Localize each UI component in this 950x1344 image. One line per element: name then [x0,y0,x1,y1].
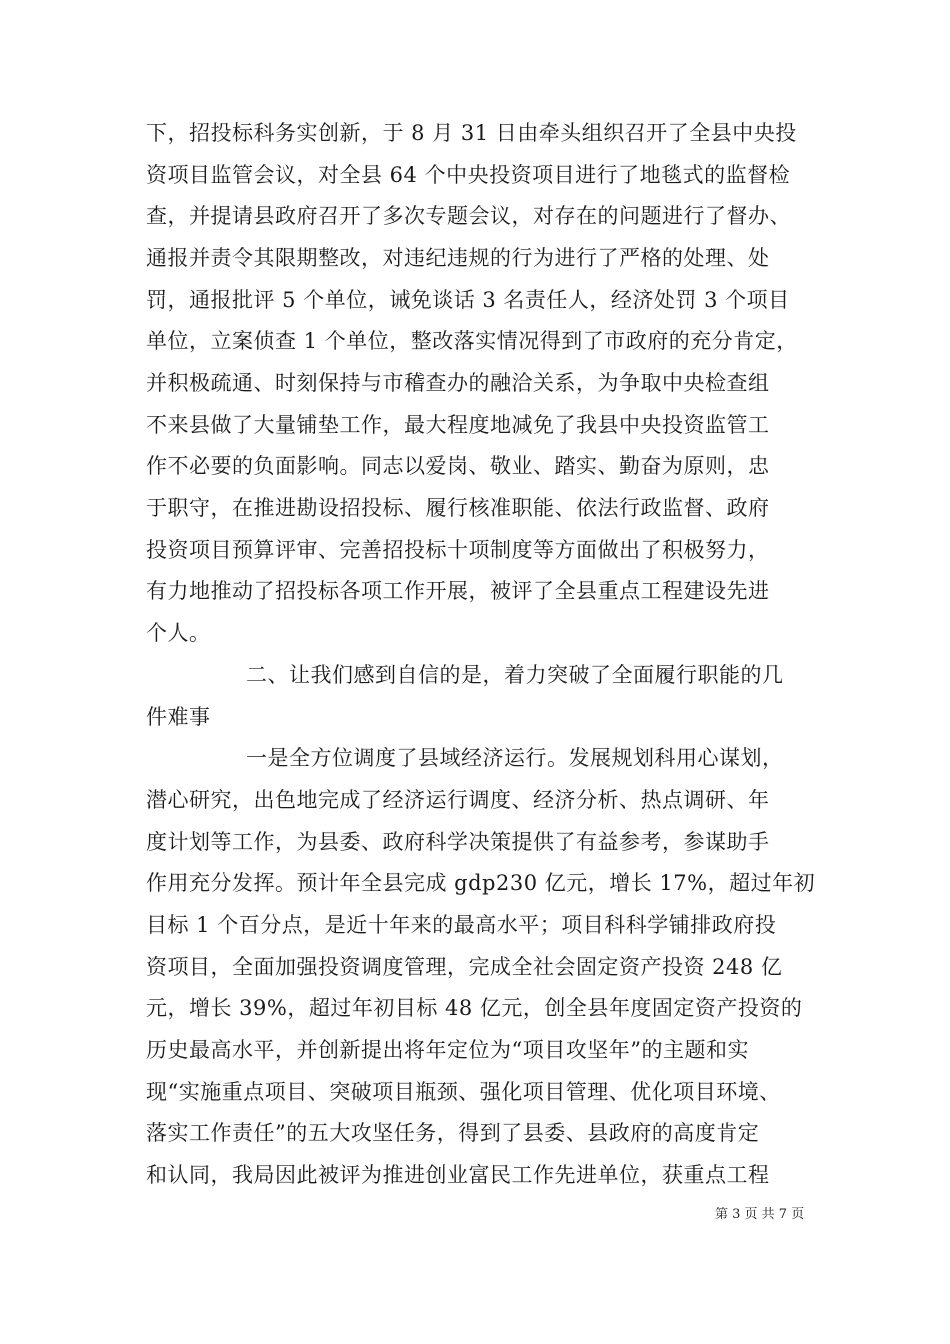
body-line: 于职守，在推进勘设招投标、履行核准职能、依法行政监督、政府 [146,496,770,520]
body-line: 下，招投标科务实创新，于 8 月 31 日由牵头组织召开了全县中央投 [146,121,797,145]
body-line: 资项目，全面加强投资调度管理，完成全社会固定资产投资 248 亿 [146,955,783,979]
body-line: 和认同，我局因此被评为推进创业富民工作先进单位，获重点工程 [146,1163,770,1187]
body-line: 落实工作责任”的五大攻坚任务，得到了县委、县政府的高度肯定 [146,1121,760,1145]
body-line: 一是全方位调度了县域经济运行。发展规划科用心谋划， [246,746,784,770]
body-line: 度计划等工作，为县委、政府科学决策提供了有益参考，参谋助手 [146,830,770,854]
body-line: 历史最高水平，并创新提出将年定位为“项目攻坚年”的主题和实 [146,1038,749,1062]
body-line: 潜心研究，出色地完成了经济运行调度、经济分析、热点调研、年 [146,788,770,812]
section-heading-line: 件难事 [146,705,211,729]
body-line: 罚，通报批评 5 个单位，诫免谈话 3 名责任人，经济处罚 3 个项目 [146,288,790,312]
page-number-footer: 第 3 页 共 7 页 [715,1207,805,1222]
body-line: 单位，立案侦查 1 个单位，整改落实情况得到了市政府的充分肯定， [146,329,798,353]
body-line: 元，增长 39%，超过年初目标 48 亿元，创全县年度固定资产投资的 [146,996,803,1020]
body-line: 通报并责令其限期整改，对违纪违规的行为进行了严格的处理、处 [146,246,770,270]
body-line: 资项目监管会议，对全县 64 个中央投资项目进行了地毯式的监督检 [146,163,791,187]
body-line: 不来县做了大量铺垫工作，最大程度地减免了我县中央投资监管工 [146,413,770,437]
body-line: 目标 1 个百分点，是近十年来的最高水平；项目科科学铺排政府投 [146,913,777,937]
body-line: 作不必要的负面影响。同志以爱岗、敬业、踏实、勤奋为原则，忠 [146,454,770,478]
body-line: 现“实施重点项目、突破项目瓶颈、强化项目管理、优化项目环境、 [146,1080,781,1104]
body-line: 个人。 [146,621,211,645]
body-line: 投资项目预算评审、完善招投标十项制度等方面做出了积极努力， [146,538,770,562]
body-line: 作用充分发挥。预计年全县完成 gdp230 亿元，增长 17%，超过年初 [146,871,816,895]
body-line: 并积极疏通、时刻保持与市稽查办的融洽关系，为争取中央检查组 [146,371,770,395]
body-line: 有力地推动了招投标各项工作开展，被评了全县重点工程建设先进 [146,579,770,603]
section-heading-line: 二、让我们感到自信的是，着力突破了全面履行职能的几 [246,663,784,687]
body-line: 查，并提请县政府召开了多次专题会议，对存在的问题进行了督办、 [146,204,791,228]
